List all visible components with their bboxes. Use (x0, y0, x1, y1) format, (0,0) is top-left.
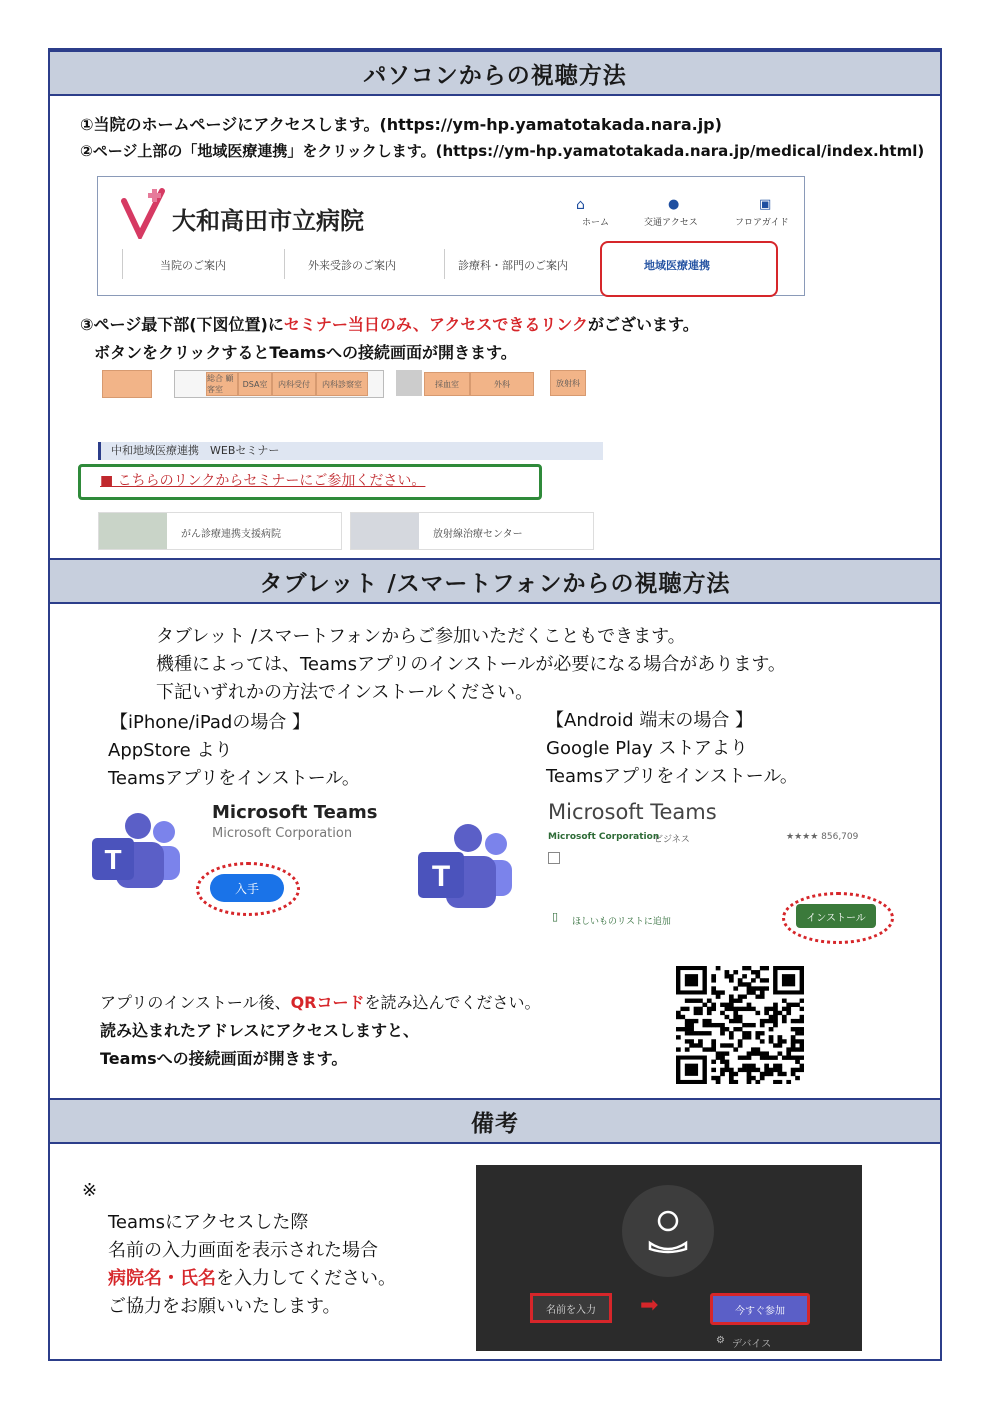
qr-code[interactable] (676, 966, 804, 1084)
qr-red: QRコード (290, 993, 365, 1012)
iphone-line2: Teamsアプリをインストール。 (108, 768, 360, 789)
top-link-access[interactable]: 交通アクセス (644, 218, 698, 228)
top-link-floor[interactable]: フロアガイド (735, 218, 789, 228)
map-pin-icon: ● (668, 197, 680, 212)
android-app-developer: Microsoft Corporation (548, 832, 660, 842)
android-app-name: Microsoft Teams (548, 800, 717, 824)
intro-line-3: 下記いずれかの方法でインストールください。 (156, 682, 534, 703)
svg-text:T: T (431, 860, 451, 893)
android-line2: Teamsアプリをインストール。 (546, 766, 798, 787)
bookmark-icon: ▯ (552, 910, 559, 923)
arrow-right-icon: ➡ (640, 1293, 659, 1318)
android-app-category: ビジネス (654, 835, 690, 845)
qr-line-2: 読み込まれたアドレスにアクセスしますと、 (100, 1021, 420, 1040)
section-pc-title: パソコンからの視聴方法 (50, 50, 940, 96)
iphone-app-developer: Microsoft Corporation (212, 826, 353, 841)
iphone-get-button[interactable]: 入手 (210, 874, 284, 902)
android-install-button[interactable]: インストール (796, 904, 876, 928)
floor-chip: 総合 顧客室 (206, 372, 238, 396)
notes-mark: ※ (82, 1180, 98, 1201)
nav-about[interactable]: 当院のご案内 (160, 259, 226, 272)
nav-outpatient[interactable]: 外来受診のご案内 (308, 259, 396, 272)
floor-chip: 外科 (470, 372, 534, 396)
teams-app-icon (410, 822, 514, 914)
highlight-regional-cooperation (600, 241, 778, 297)
section-mobile-title: タブレット /スマートフォンからの視聴方法 (50, 558, 940, 604)
avatar (622, 1185, 714, 1277)
notes-line-3: 病院名・氏名を入力してください。 (108, 1268, 396, 1289)
floor-chip: DSA室 (238, 372, 272, 396)
android-app-rating: ★★★★ 856,709 (786, 832, 859, 842)
hospital-name: 大和高田市立病院 (172, 207, 364, 235)
qr-line-3: Teamsへの接続画面が開きます。 (100, 1049, 348, 1068)
step2-text: ②ページ上部の「地域医療連携」をクリックします。(https://ym-hp.yamatotakada.nara.jp/medical/index.html) (80, 142, 925, 160)
name-input-field[interactable]: 名前を入力 (530, 1293, 612, 1323)
seminar-link[interactable]: ■ こちらのリンクからセミナーにご参加ください。 (100, 473, 426, 489)
floor-guide-icon: ▣ (759, 197, 772, 212)
step1-text: ①当院のホームページにアクセスします。(https://ym-hp.yamatotakada.nara.jp) (80, 115, 722, 134)
notes-line-2: 名前の入力画面を表示された場合 (108, 1240, 378, 1261)
devices-icon: ⚙ (716, 1335, 725, 1346)
teams-app-icon (82, 810, 182, 894)
page-frame (48, 48, 942, 1361)
intro-line-2: 機種によっては、Teamsアプリのインストールが必要になる場合があります。 (156, 654, 786, 675)
banner-radiation-center[interactable]: 放射線治療センター (350, 512, 594, 550)
nav-regional-cooperation[interactable]: 地域医療連携 (644, 259, 710, 272)
intro-line-1: タブレット /スマートフォンからご参加いただくこともできます。 (156, 626, 686, 647)
floor-chip: 内科診察室 (316, 372, 368, 396)
svg-text:T: T (104, 844, 122, 875)
devices-label[interactable]: デバイス (732, 1339, 772, 1350)
join-now-button[interactable]: 今すぐ参加 (710, 1293, 810, 1325)
step3-red: セミナー当日のみ、アクセスできるリンク (283, 315, 589, 334)
floor-chip: 放射科 (550, 370, 586, 396)
nav-departments[interactable]: 診療科・部門のご案内 (458, 259, 568, 272)
notes-line-1: Teamsにアクセスした際 (108, 1212, 309, 1233)
qr-line-1: アプリのインストール後、QRコードを読み込んでください。 (100, 993, 541, 1012)
step3-text: ③ページ最下部(下図位置)にセミナー当日のみ、アクセスできるリンクがございます。 (80, 315, 699, 334)
iphone-line1: AppStore より (108, 740, 233, 761)
iphone-heading: 【iPhone/iPadの場合 】 (110, 712, 311, 733)
notes-line-4: ご協力をお願いいたします。 (108, 1296, 341, 1317)
iphone-app-name: Microsoft Teams (212, 802, 378, 823)
website-header-mock (97, 176, 805, 296)
hospital-logo-icon (120, 187, 166, 239)
age-rating-icon (548, 852, 560, 864)
android-wishlist[interactable]: ほしいものリストに追加 (572, 917, 671, 927)
floor-chip: 内科受付 (272, 372, 316, 396)
teams-join-screenshot (476, 1165, 862, 1351)
step3-line2: ボタンをクリックするとTeamsへの接続画面が開きます。 (94, 343, 517, 362)
android-heading: 【Android 端末の場合 】 (546, 710, 754, 731)
section-notes-title: 備考 (50, 1098, 940, 1144)
top-link-home[interactable]: ホーム (582, 218, 610, 228)
home-icon: ⌂ (576, 197, 585, 213)
floor-chip: 採血室 (424, 372, 470, 396)
banner-cancer-support[interactable]: がん診療連携支援病院 (98, 512, 342, 550)
person-icon (622, 1185, 714, 1277)
android-line1: Google Play ストアより (546, 738, 748, 759)
seminar-header: 中和地域医療連携 WEBセミナー (98, 442, 603, 460)
